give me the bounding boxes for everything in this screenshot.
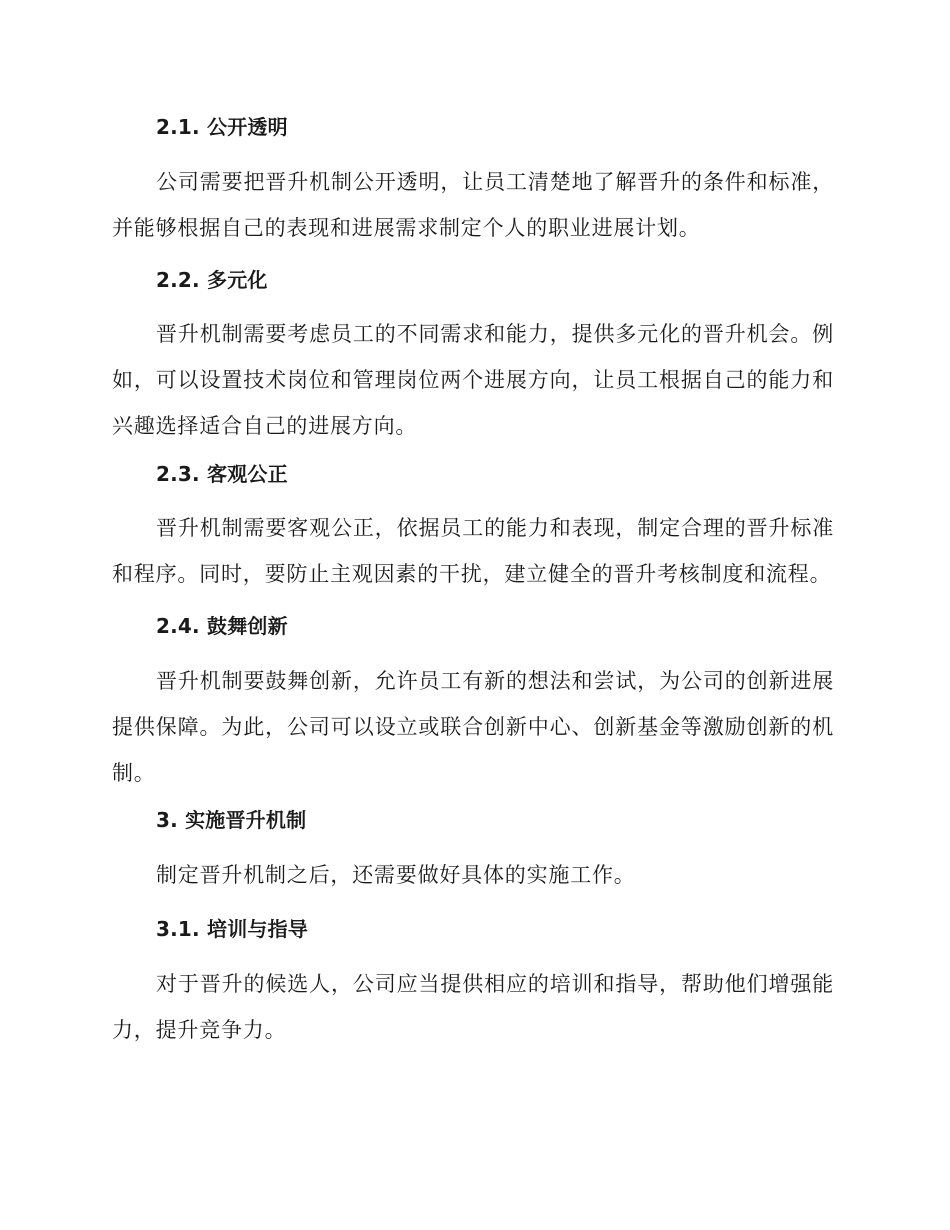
section-paragraph-3: 制定晋升机制之后，还需要做好具体的实施工作。 [156,863,636,887]
section-heading-3-1: 3.1. 培训与指导 [156,917,308,941]
section-heading-2-3: 2.3. 客观公正 [156,462,288,486]
section-paragraph-3-1: 对于晋升的候选人，公司应当提供相应的培训和指导，帮助他们增强能力，提升竞争力。 [112,972,834,1042]
section-heading-3: 3. 实施晋升机制 [156,808,307,832]
section-heading-2-2: 2.2. 多元化 [156,268,268,292]
section-paragraph-2-3: 晋升机制需要客观公正，依据员工的能力和表现，制定合理的晋升标准和程序。同时，要防止主观因素的干扰，建立健全的晋升考核制度和流程。 [112,516,834,586]
section-paragraph-2-1: 公司需要把晋升机制公开透明，让员工清楚地了解晋升的条件和标准，并能够根据自己的表现和进展需求制定个人的职业进展计划。 [112,170,834,240]
section-heading-2-4: 2.4. 鼓舞创新 [156,614,288,638]
section-heading-2-1: 2.1. 公开透明 [156,115,288,139]
section-paragraph-2-4: 晋升机制要鼓舞创新，允许员工有新的想法和尝试，为公司的创新进展提供保障。为此，公司可以设立或联合创新中心、创新基金等激励创新的机制。 [112,669,834,785]
section-paragraph-2-2: 晋升机制需要考虑员工的不同需求和能力，提供多元化的晋升机会。例如，可以设置技术岗位和管理岗位两个进展方向，让员工根据自己的能力和兴趣选择适合自己的进展方向。 [112,322,834,438]
